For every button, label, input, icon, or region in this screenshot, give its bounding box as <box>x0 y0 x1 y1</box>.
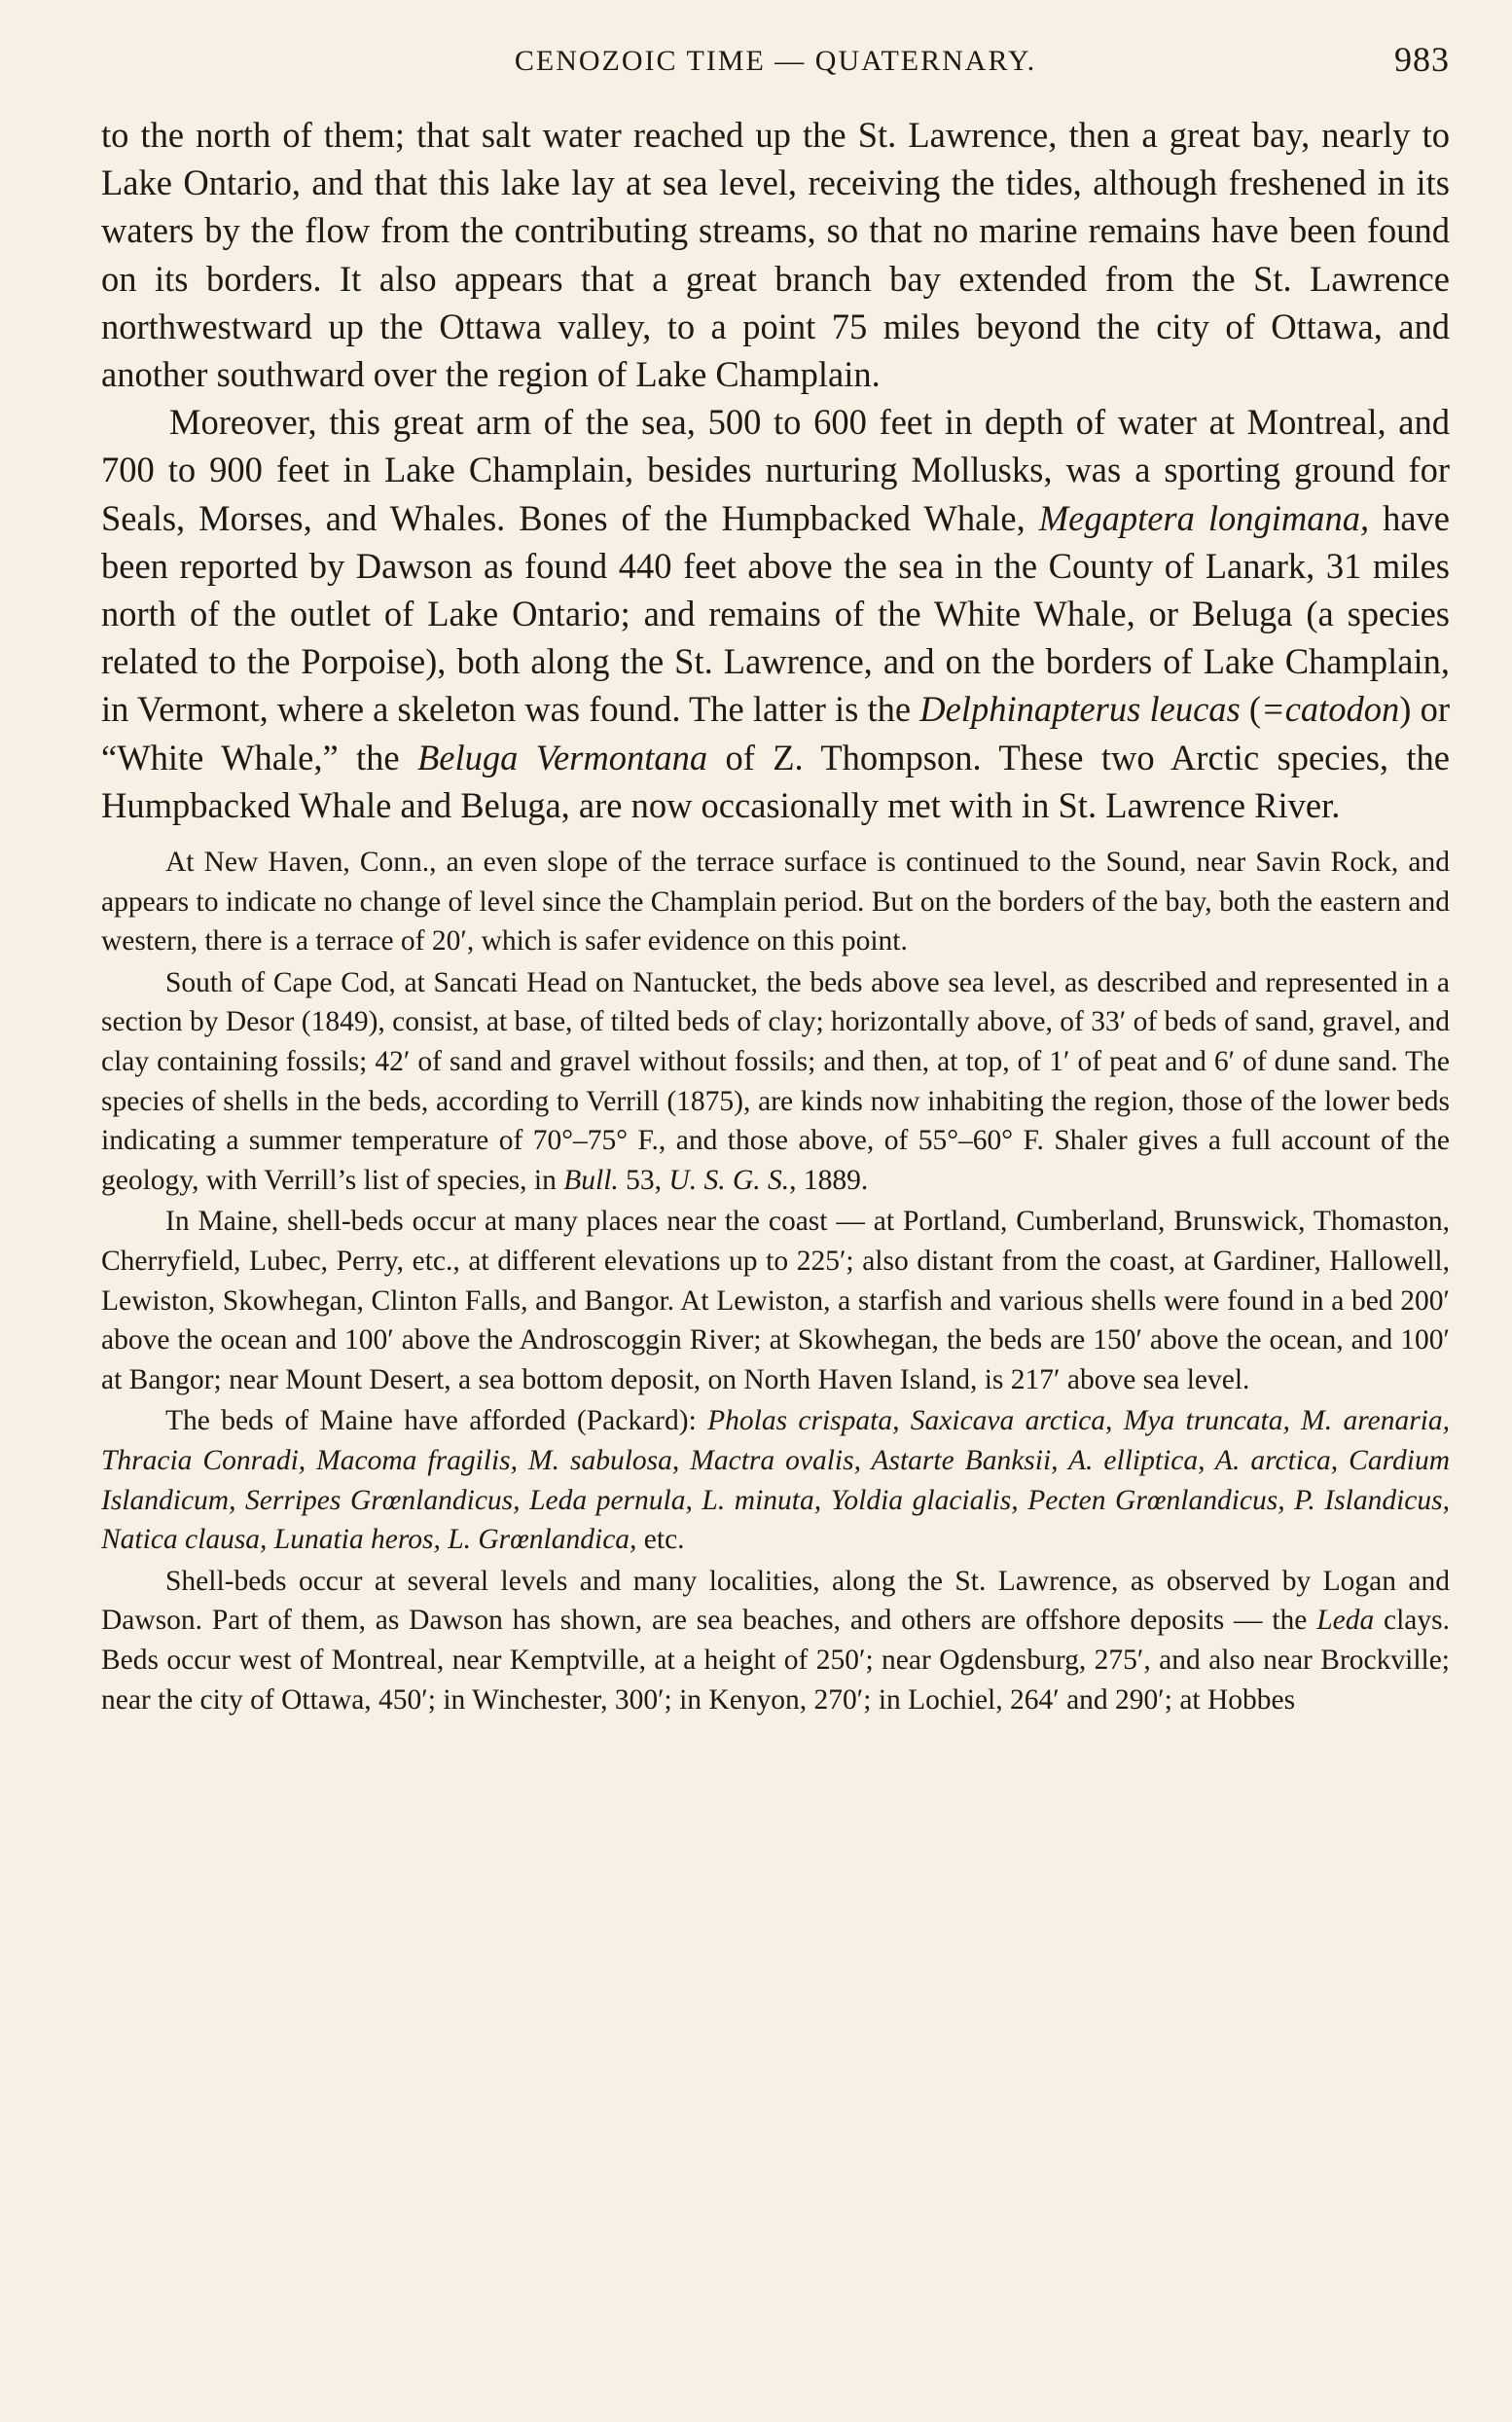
running-head <box>101 39 1450 90</box>
text-span: South of Cape Cod, at Sancati Head on Nantucket, the beds above sea level, as described and represented in a section by Desor (1849), consist, at base, of tilted beds of clay; horizontally above, of 33′ of beds of sand, gravel, and clay containing fossils; 42′ of sand and gravel without fossils; and then, at top, of 1′ of peat and 6′ of dune sand. The species of shells in the beds, according to Verrill (1875), are kinds now inhabiting the region, those of the lower beds indicating a summer temperature of 70°–75° F., and those above, of 55°–60° F. Shaler gives a full account of the geology, with Verrill’s list of species, in <box>101 966 1450 1196</box>
running-title: CENOZOIC TIME — QUATERNARY. <box>514 45 1037 77</box>
text-span: Moreover, this great arm of the sea, 500 to 600 feet in depth of water at Montreal, and 700 to 900 feet in Lake Champlain, besides nurturing Mollusks, was a sporting ground for Seals, Morses, and Whales. Bones of the Humpbacked Whale, <box>101 402 1450 538</box>
note-new-haven: At New Haven, Conn., an even slope of the terrace surface is continued to the Sound, near Savin Rock, and appears to indicate no change of level since the Champlain period. But on the borders of the bay, both the eastern and western, there is a terrace of 20′, which is safer evidence on this point. <box>101 847 1450 958</box>
page-number: 983 <box>1394 40 1450 79</box>
note-maine: In Maine, shell-beds occur at many places near the coast — at Portland, Cumberland, Brunswick, Thomaston, Cherryfield, Lubec, Perry, etc., at different elevations up to 225′; also distant from the coast, at Gardiner, Hallowell, Lewiston, Skowhegan, Clinton Falls, and Bangor. At Lewiston, a starfish and various shells were found in a bed 200′ above the ocean and 100′ above the Androscoggin River; at Skowhegan, the beds are 150′ above the ocean, and 100′ at Bangor; near Mount Desert, a sea bottom deposit, on North Haven Island, is 217′ above sea level. <box>101 1206 1450 1395</box>
text-span: ) or “White Whale,” the <box>101 689 1451 777</box>
note-st-lawrence <box>101 1562 1450 1719</box>
species-name: Megaptera longimana, <box>1038 497 1370 538</box>
text-span: etc. <box>636 1524 685 1556</box>
text-span: 53, <box>618 1164 669 1196</box>
page <box>101 39 1450 1721</box>
note-maine-species <box>101 1401 1450 1559</box>
species-list: Pholas crispata, Saxicava arctica, Mya truncata, M. arenaria, Thracia Conradi, Macoma fragilis, M. sabulosa, Mactra ovalis, Astarte Banksii, A. elliptica, A. arctica, Cardium Islandicum, Serripes Grœnlandicus, Leda pernula, L. minuta, Yoldia glacialis, Pecten Grœnlandicus, P. Islandicus, Natica clausa, Lunatia heros, L. Grœnlandica, <box>101 1405 1450 1556</box>
text-span: ( <box>1240 689 1262 730</box>
citation-italic: U. S. G. S. <box>668 1164 790 1196</box>
text-span: , 1889. <box>789 1164 869 1196</box>
species-name: =catodon <box>1261 689 1400 730</box>
text-span: Shell-beds occur at several levels and many localities, along the St. Lawrence, as observed by Logan and Dawson. Part of them, as Dawson has shown, are sea beaches, and others are offshore deposits — the <box>101 1565 1450 1637</box>
text-span: clays. Beds occur west of Montreal, near Kemptville, at a height of 250′; near Ogdensburg, 275′, and also near Brockville; near the city of Ottawa, 450′; in Winchester, 300′; in Kenyon, 270′; in Lochiel, 264′ and 290′; at Hobbes <box>101 1605 1450 1716</box>
main-text <box>101 111 1450 829</box>
species-name: Delphinapterus leucas <box>919 689 1241 730</box>
note-cape-cod <box>101 963 1450 1201</box>
species-name: Leda <box>1316 1605 1375 1637</box>
small-print-notes <box>101 843 1450 1719</box>
text-span: of Z. Thompson. These two Arctic species, the Humpbacked Whale and Beluga, are now occasionally met with in St. Lawrence River. <box>101 737 1450 825</box>
paragraph-2 <box>101 398 1450 829</box>
text-span: have been reported by Dawson as found 440 feet above the sea in the County of Lanark, 31 miles north of the outlet of Lake Ontario; and remains of the White Whale, or Beluga (a species related to the Porpoise), both along the St. Lawrence, and on the borders of Lake Champlain, in Vermont, where a skeleton was found. The latter is the <box>101 497 1451 730</box>
text-span: The beds of Maine have afforded (Packard): <box>165 1405 708 1437</box>
species-name: Beluga Vermontana <box>416 737 708 777</box>
paragraph-1: to the north of them; that salt water reached up the St. Lawrence, then a great bay, nearly to Lake Ontario, and that this lake lay at sea level, receiving the tides, although freshened in its waters by the flow from the contributing streams, so that no marine remains have been found on its borders. It also appears that a great branch bay extended from the St. Lawrence northwestward up the Ottawa valley, to a point 75 miles beyond the city of Ottawa, and another southward over the region of Lake Champlain. <box>101 115 1450 395</box>
citation-italic: Bull. <box>563 1164 619 1196</box>
